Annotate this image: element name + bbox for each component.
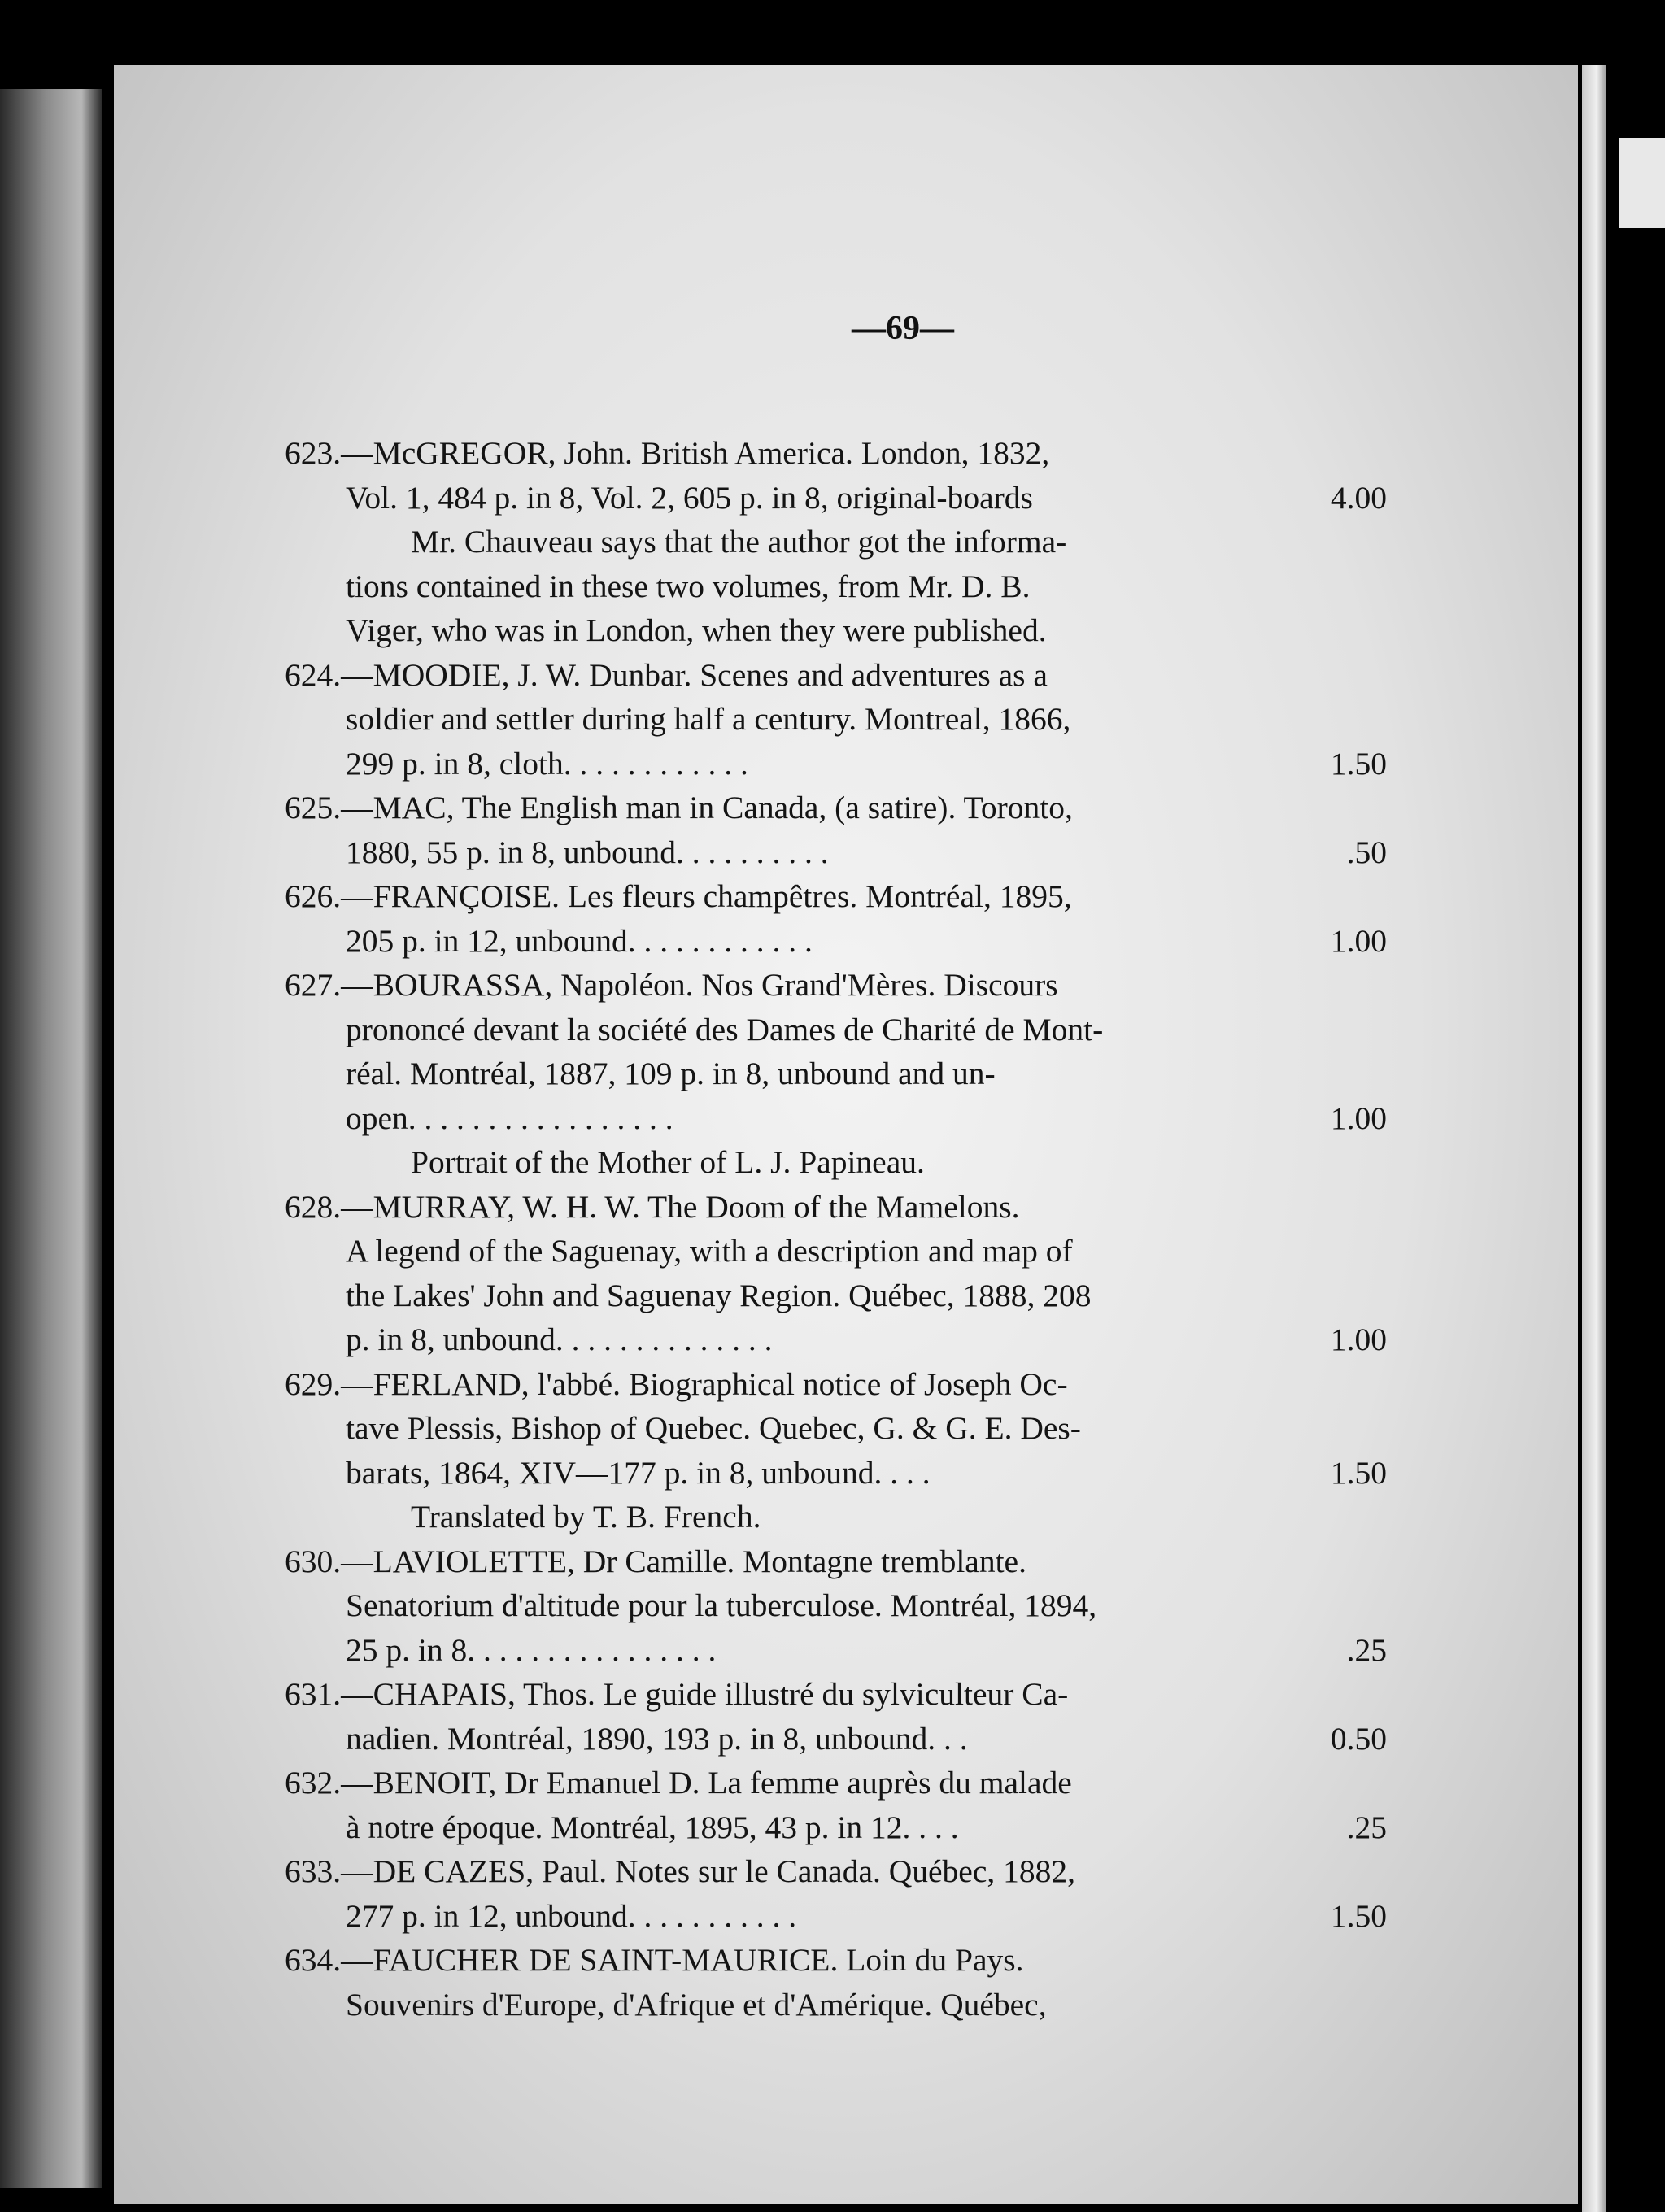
entry-note: Mr. Chauveau says that the author got the informa- [411, 524, 1067, 560]
entry-text: Senatorium d'altitude pour la tuberculose. Montréal, 1894, [346, 1587, 1097, 1623]
entry-continuation-line [285, 742, 1387, 786]
entry-text: 634.—FAUCHER DE SAINT-MAURICE. Loin du Pays. [285, 1942, 1024, 1978]
entry-continuation-line [285, 1229, 1387, 1274]
catalogue-entries [285, 431, 1387, 2027]
entry-text: 623.—McGREGOR, John. British America. London, 1832, [285, 435, 1050, 471]
entry-price: .25 [1346, 1631, 1387, 1668]
entry-text: Vol. 1, 484 p. in 8, Vol. 2, 605 p. in 8, original-boards [346, 479, 1033, 516]
catalogue-entry [285, 653, 1387, 786]
entry-text: p. in 8, unbound. . . . . . . . . . . . . . [346, 1322, 773, 1357]
entry-continuation-line [285, 1317, 1387, 1362]
entry-text: réal. Montréal, 1887, 109 p. in 8, unbound and un- [346, 1056, 996, 1091]
entry-text: 629.—FERLAND, l'abbé. Biographical notice of Joseph Oc- [285, 1365, 1068, 1402]
entry-text: 299 p. in 8, cloth. . . . . . . . . . . . [346, 745, 748, 782]
entry-price: .25 [1346, 1809, 1387, 1845]
entry-heading-line [285, 874, 1387, 919]
entry-continuation-line [285, 1894, 1387, 1939]
entry-price: 4.00 [1330, 479, 1387, 516]
margin-fragment [1619, 138, 1665, 228]
entry-note: Viger, who was in London, when they were published. [346, 612, 1047, 648]
entry-text: 205 p. in 12, unbound. . . . . . . . . . . . [346, 922, 813, 959]
entry-heading-line [285, 1539, 1387, 1584]
entry-text: Souvenirs d'Europe, d'Afrique et d'Amérique. Québec, [346, 1986, 1047, 2023]
entry-continuation-line [285, 1274, 1387, 1318]
entry-heading-line [285, 1672, 1387, 1717]
entry-text: 632.—BENOIT, Dr Emanuel D. La femme auprès du malade [285, 1765, 1072, 1801]
catalogue-entry [285, 431, 1387, 653]
entry-continuation-line [285, 1096, 1387, 1141]
catalogue-entry [285, 1672, 1387, 1761]
entry-text: prononcé devant la société des Dames de Charité de Mont- [346, 1011, 1104, 1047]
entry-price: 1.00 [1330, 1099, 1387, 1136]
catalogue-entry [285, 1938, 1387, 2027]
catalogue-entry [285, 1761, 1387, 1849]
catalogue-entry [285, 786, 1387, 874]
entry-text: open. . . . . . . . . . . . . . . . . [346, 1099, 673, 1136]
entry-heading-line [285, 653, 1387, 698]
entry-continuation-line [285, 1583, 1387, 1628]
entry-heading-line [285, 1185, 1387, 1230]
entry-price: 0.50 [1330, 1720, 1387, 1757]
entry-text: 624.—MOODIE, J. W. Dunbar. Scenes and adventures as a [285, 656, 1048, 693]
entry-continuation-line [285, 1628, 1387, 1673]
entry-text: 277 p. in 12, unbound. . . . . . . . . . . [346, 1897, 797, 1934]
entry-heading-line [285, 1938, 1387, 1983]
catalogue-page [114, 65, 1578, 2204]
entry-continuation-line [285, 1052, 1387, 1096]
entry-continuation-line [285, 830, 1387, 875]
entry-heading-line [285, 431, 1387, 476]
catalogue-entry [285, 1849, 1387, 1938]
catalogue-entry [285, 1539, 1387, 1673]
catalogue-entry [285, 874, 1387, 963]
entry-text: 25 p. in 8. . . . . . . . . . . . . . . . [346, 1631, 717, 1668]
catalogue-entry [285, 1185, 1387, 1362]
entry-text: 625.—MAC, The English man in Canada, (a satire). Toronto, [285, 790, 1073, 825]
entry-note: tions contained in these two volumes, from Mr. D. B. [346, 568, 1031, 604]
entry-price: 1.50 [1330, 1454, 1387, 1491]
entry-continuation-line [285, 476, 1387, 520]
entry-price: 1.00 [1330, 922, 1387, 959]
catalogue-entry [285, 963, 1387, 1185]
entry-text: soldier and settler during half a century. Montreal, 1866, [346, 701, 1071, 737]
entry-heading-line [285, 786, 1387, 830]
catalogue-entry [285, 1362, 1387, 1539]
page-edge-right [1582, 65, 1606, 2212]
entry-text: 630.—LAVIOLETTE, Dr Camille. Montagne tremblante. [285, 1543, 1026, 1579]
entry-text: tave Plessis, Bishop of Quebec. Quebec, G. & G. E. Des- [346, 1410, 1081, 1446]
entry-continuation-line [285, 1717, 1387, 1761]
entry-note: Translated by T. B. French. [411, 1499, 761, 1535]
entry-heading-line [285, 963, 1387, 1008]
entry-price: 1.50 [1330, 745, 1387, 782]
entry-text: 633.—DE CAZES, Paul. Notes sur le Canada. Québec, 1882, [285, 1853, 1075, 1889]
entry-text: nadien. Montréal, 1890, 193 p. in 8, unbound. . . [346, 1720, 968, 1757]
entry-continuation-line [285, 919, 1387, 964]
entry-price: 1.00 [1330, 1322, 1387, 1357]
entry-heading-line [285, 1362, 1387, 1407]
entry-text: barats, 1864, XIV—177 p. in 8, unbound. . . . [346, 1454, 931, 1491]
entry-text: A legend of the Saguenay, with a description and map of [346, 1233, 1073, 1269]
entry-continuation-line [285, 697, 1387, 742]
entry-text: 631.—CHAPAIS, Thos. Le guide illustré du sylviculteur Ca- [285, 1676, 1069, 1712]
entry-note: Portrait of the Mother of L. J. Papineau. [411, 1144, 925, 1180]
entry-price: 1.50 [1330, 1897, 1387, 1934]
entry-continuation-line [285, 1805, 1387, 1850]
entry-text: 628.—MURRAY, W. H. W. The Doom of the Mamelons. [285, 1188, 1020, 1225]
entry-continuation-line [285, 1406, 1387, 1451]
entry-continuation-line [285, 1983, 1387, 2027]
entry-text: 627.—BOURASSA, Napoléon. Nos Grand'Mères. Discours [285, 967, 1058, 1003]
page-number: —69— [852, 310, 954, 347]
entry-text: à notre époque. Montréal, 1895, 43 p. in 12. . . . [346, 1809, 959, 1845]
entry-text: 626.—FRANÇOISE. Les fleurs champêtres. Montréal, 1895, [285, 878, 1072, 914]
entry-text: 1880, 55 p. in 8, unbound. . . . . . . . . . [346, 834, 829, 870]
entry-continuation-line [285, 1008, 1387, 1052]
entry-heading-line [285, 1761, 1387, 1805]
entry-continuation-line [285, 1451, 1387, 1496]
entry-text: the Lakes' John and Saguenay Region. Québec, 1888, 208 [346, 1277, 1092, 1313]
entry-heading-line [285, 1849, 1387, 1894]
adjacent-page-edge [0, 89, 102, 2188]
entry-price: .50 [1346, 834, 1387, 870]
